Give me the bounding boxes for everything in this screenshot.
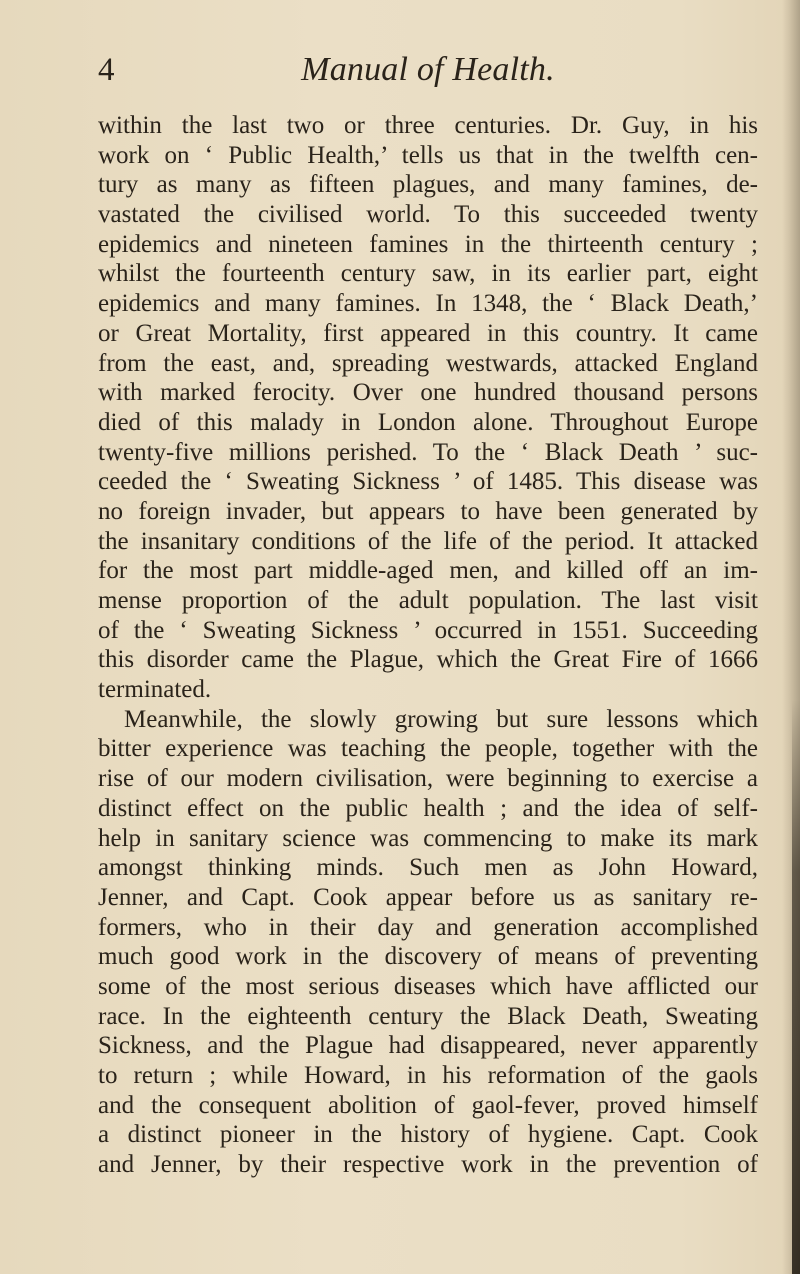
paragraph-1 bbox=[98, 111, 758, 705]
text-line: epidemics and many famines. In 1348, the ‘ Black Death,’ bbox=[98, 290, 758, 318]
text-line: to return ; while Howard, in his reformation of the gaols bbox=[98, 1062, 758, 1089]
text-line: twenty-five millions perished. To the ‘ Black Death ’ suc- bbox=[98, 438, 758, 466]
text-line: formers, who in their day and generation accomplished bbox=[98, 913, 758, 941]
text-line: died of this malady in London alone. Throughout Europe bbox=[98, 408, 758, 436]
body-text bbox=[98, 111, 758, 1180]
header-title: Manual of Health. bbox=[301, 51, 555, 88]
text-line: Meanwhile, the slowly growing but sure lessons which bbox=[124, 705, 758, 733]
text-line: Jenner, and Capt. Cook appear before us as sanitary re- bbox=[98, 883, 758, 911]
text-line: tury as many as fifteen plagues, and many famines, de- bbox=[98, 171, 758, 199]
text-line: within the last two or three centuries. Dr. Guy, in his bbox=[98, 112, 758, 139]
text-line: amongst thinking minds. Such men as John Howard, bbox=[98, 854, 758, 882]
text-line: ceeded the ‘ Sweating Sickness ’ of 1485. This disease was bbox=[98, 468, 758, 496]
text-line: race. In the eighteenth century the Black Death, Sweating bbox=[98, 1002, 758, 1030]
text-line: vastated the civilised world. To this succeeded twenty bbox=[98, 201, 758, 229]
text-line: the insanitary conditions of the life of the period. It attacked bbox=[98, 527, 758, 555]
text-line: rise of our modern civilisation, were beginning to exercise a bbox=[98, 765, 758, 793]
page-number: 4 bbox=[98, 52, 115, 88]
text-line: work on ‘ Public Health,’ tells us that in the twelfth cen- bbox=[98, 141, 758, 169]
text-line: of the ‘ Sweating Sickness ’ occurred in 1551. Succeeding bbox=[98, 616, 758, 644]
text-line: distinct effect on the public health ; and the idea of self- bbox=[98, 794, 758, 822]
text-line: and the consequent abolition of gaol-fever, proved himself bbox=[98, 1091, 758, 1119]
text-line: and Jenner, by their respective work in the prevention of bbox=[98, 1151, 758, 1179]
text-line: some of the most serious diseases which have afflicted our bbox=[98, 972, 758, 1000]
text-line: mense proportion of the adult population. The last visit bbox=[98, 587, 758, 614]
text-line: for the most part middle-aged men, and killed off an im- bbox=[98, 557, 758, 585]
text-line: terminated. bbox=[98, 676, 212, 704]
running-head bbox=[98, 50, 758, 90]
text-line: whilst the fourteenth century saw, in its earlier part, eight bbox=[98, 260, 758, 288]
text-line: much good work in the discovery of means of preventing bbox=[98, 943, 758, 971]
text-line: from the east, and, spreading westwards, attacked England bbox=[98, 349, 758, 377]
text-line: help in sanitary science was commencing to make its mark bbox=[98, 824, 758, 852]
text-line: no foreign invader, but appears to have been generated by bbox=[98, 497, 758, 525]
paragraph-2 bbox=[98, 705, 758, 1180]
text-line: epidemics and nineteen famines in the thirteenth century ; bbox=[98, 230, 758, 258]
text-line: a distinct pioneer in the history of hygiene. Capt. Cook bbox=[98, 1121, 758, 1149]
text-line: bitter experience was teaching the people, together with the bbox=[98, 735, 758, 763]
text-line: Sickness, and the Plague had disappeared, never apparently bbox=[98, 1032, 758, 1060]
text-line: this disorder came the Plague, which the Great Fire of 1666 bbox=[98, 646, 758, 674]
page-edge-dark bbox=[792, 700, 800, 1274]
text-line: with marked ferocity. Over one hundred thousand persons bbox=[98, 379, 758, 407]
text-line: or Great Mortality, first appeared in this country. It came bbox=[98, 319, 758, 347]
